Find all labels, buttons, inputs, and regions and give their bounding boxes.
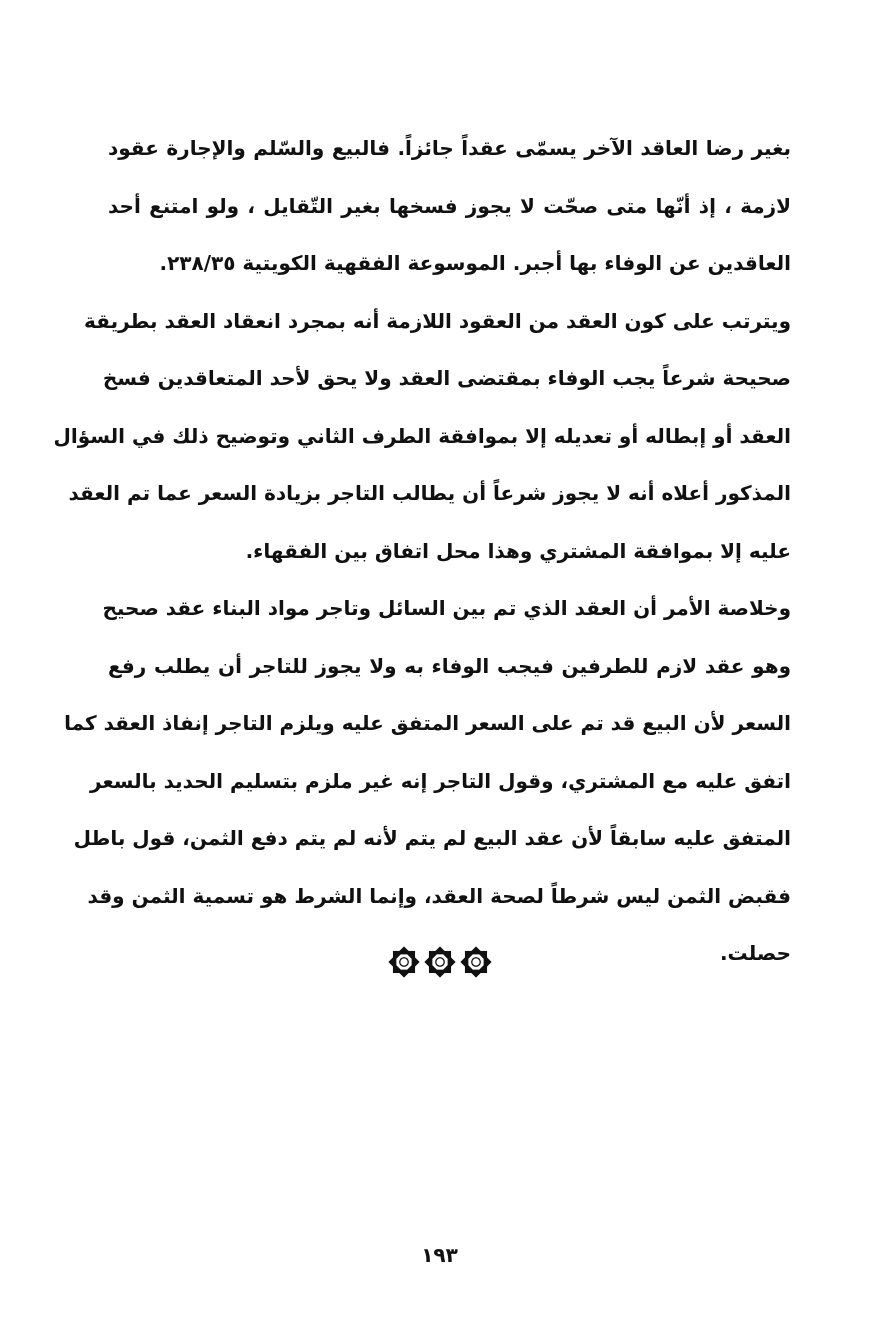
text-line: صحيحة شرعاً يجب الوفاء بمقتضى العقد ولا يحق لأحد المتعاقدين فسخ <box>102 366 791 390</box>
text-line: المتفق عليه سابقاً لأن عقد البيع لم يتم لأنه لم يتم دفع الثمن، قول باطل <box>73 826 791 850</box>
text-line: العقد أو إبطاله أو تعديله إلا بموافقة الطرف الثاني وتوضيح ذلك في السؤال <box>53 423 791 448</box>
text-line: فقبض الثمن ليس شرطاً لصحة العقد، وإنما الشرط هو تسمية الثمن وقد <box>87 883 791 908</box>
text-line: السعر لأن البيع قد تم على السعر المتفق عليه ويلزم التاجر إنفاذ العقد كما <box>64 711 791 735</box>
text-line: حصلت. <box>719 941 791 965</box>
octagram-icon <box>423 945 457 979</box>
text-line: لازمة ، إذ أنّها متى صحّت لا يجوز فسخها بغير التّقايل ، ولو امتنع أحد <box>108 193 791 218</box>
text-line: وهو عقد لازم للطرفين فيجب الوفاء به ولا يجوز للتاجر أن يطلب رفع <box>108 653 791 678</box>
text-line: ويترتب على كون العقد من العقود اللازمة أنه بمجرد انعقاد العقد بطريقة <box>84 308 791 333</box>
text-line: العاقدين عن الوفاء بها أجبر. الموسوعة الفقهية الكويتية ٢٣٨/٣٥. <box>159 251 791 275</box>
octagram-icon <box>387 945 421 979</box>
octagram-icon <box>459 945 493 979</box>
body-text <box>53 120 791 983</box>
three-octagram-ornament-icon <box>0 945 879 979</box>
text-line: عليه إلا بموافقة المشتري وهذا محل اتفاق بين الفقهاء. <box>245 538 791 563</box>
text-line: وخلاصة الأمر أن العقد الذي تم بين السائل وتاجر مواد البناء عقد صحيح <box>102 596 791 620</box>
page-number: ١٩٣ <box>421 1243 458 1267</box>
text-line: اتفق عليه مع المشتري، وقول التاجر إنه غير ملزم بتسليم الحديد بالسعر <box>90 768 791 793</box>
text-line: بغير رضا العاقد الآخر يسمّى عقداً جائزاً. فالبيع والسّلم والإجارة عقود <box>108 136 791 160</box>
text-line: المذكور أعلاه أنه لا يجوز شرعاً أن يطالب التاجر بزيادة السعر عما تم العقد <box>68 481 791 505</box>
